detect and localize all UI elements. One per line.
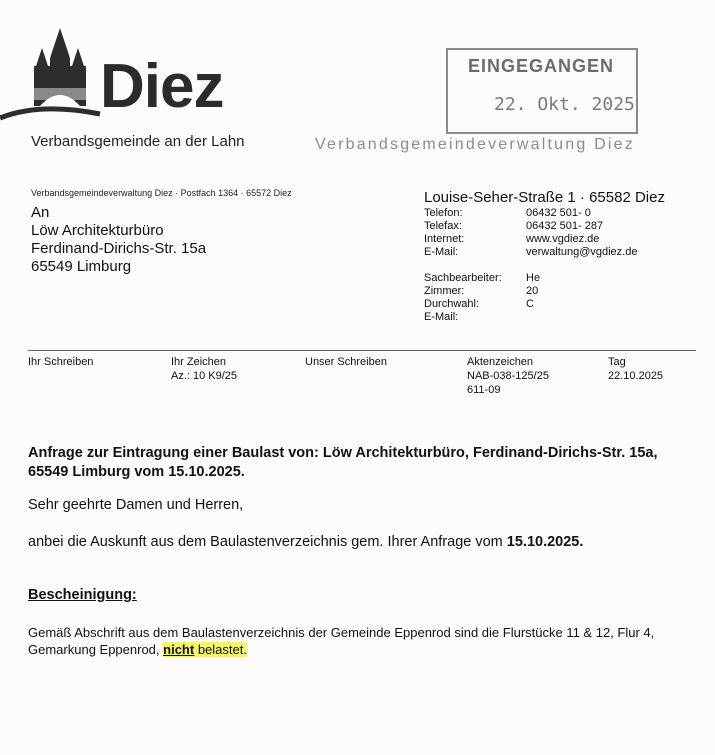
sender-return-line: Verbandsgemeindeverwaltung Diez · Postfach 1364 · 65572 Diez xyxy=(31,188,292,198)
email-value: verwaltung@vgdiez.de xyxy=(526,246,638,258)
clerk-label: Sachbearbeiter: xyxy=(424,272,502,284)
recipient-line-3: Ferdinand-Dirichs-Str. 15a xyxy=(31,240,207,257)
phone-value: 06432 501- 0 xyxy=(526,207,591,219)
room-label: Zimmer: xyxy=(424,285,465,297)
intro-paragraph xyxy=(28,534,583,550)
email-label: E-Mail: xyxy=(424,246,459,258)
day-label: Tag xyxy=(608,356,626,368)
certificate-end: belastet. xyxy=(194,642,247,657)
file-ref-label: Aktenzeichen xyxy=(467,356,534,368)
phone-label: Telefon: xyxy=(424,207,463,219)
your-letter-label: Ihr Schreiben xyxy=(28,356,94,368)
our-letter-label: Unser Schreiben xyxy=(305,356,387,368)
divider xyxy=(28,350,696,351)
intro-text: anbei die Auskunft aus dem Baulastenverzeichnis gem. Ihrer Anfrage vom xyxy=(28,534,507,550)
received-stamp xyxy=(446,48,638,134)
salutation: Sehr geehrte Damen und Herren, xyxy=(28,497,244,513)
day-value: 22.10.2025 xyxy=(608,370,664,382)
logo-wordmark: Diez xyxy=(100,52,224,121)
intro-date: 15.10.2025. xyxy=(506,534,584,550)
certificate-text xyxy=(28,624,698,658)
office-address: Louise-Seher-Straße 1 · 65582 Diez xyxy=(424,189,665,206)
direct-dial-value: C xyxy=(526,298,534,310)
internet-value: www.vgdiez.de xyxy=(526,233,600,245)
fax-value: 06432 501- 287 xyxy=(526,220,604,232)
direct-dial-label: Durchwahl: xyxy=(424,298,480,310)
internet-label: Internet: xyxy=(424,233,465,245)
file-ref-value-2: 611-09 xyxy=(467,384,501,396)
recipient-line-1: An xyxy=(31,204,50,221)
clerk-value: He xyxy=(526,272,541,284)
room-value: 20 xyxy=(526,285,539,297)
logo-subtitle: Verbandsgemeinde an der Lahn xyxy=(31,133,245,150)
certificate-body: Gemäß Abschrift aus dem Baulastenverzeichnis der Gemeinde Eppenrod sind die Flurstücke 11 & 12, Flur 4, Gemarkung Eppenrod, xyxy=(28,625,655,657)
certificate-not: nicht xyxy=(163,642,195,657)
your-ref-value: Az.: 10 K9/25 xyxy=(171,370,238,382)
fax-label: Telefax: xyxy=(424,220,462,232)
certificate-heading: Bescheinigung: xyxy=(28,587,137,603)
certificate-highlight xyxy=(163,642,247,657)
recipient-line-2: Löw Architekturbüro xyxy=(31,222,164,239)
diez-logo-mark xyxy=(0,22,110,132)
clerk-email-label: E-Mail: xyxy=(424,311,459,323)
your-ref-label: Ihr Zeichen xyxy=(171,356,227,368)
stamp-title: EINGEGANGEN xyxy=(468,56,615,76)
stamp-agency: Verbandsgemeindeverwaltung Diez xyxy=(315,136,635,153)
file-ref-value: NAB-038-125/25 xyxy=(467,370,549,382)
recipient-line-4: 65549 Limburg xyxy=(31,258,132,275)
stamp-date: 22. Okt. 2025 xyxy=(494,94,635,115)
letter-subject: Anfrage zur Eintragung einer Baulast von: Löw Architekturbüro, Ferdinand-Dirichs-Str. 15a, 65549 Limburg vom 15.10.2025. xyxy=(28,445,658,480)
